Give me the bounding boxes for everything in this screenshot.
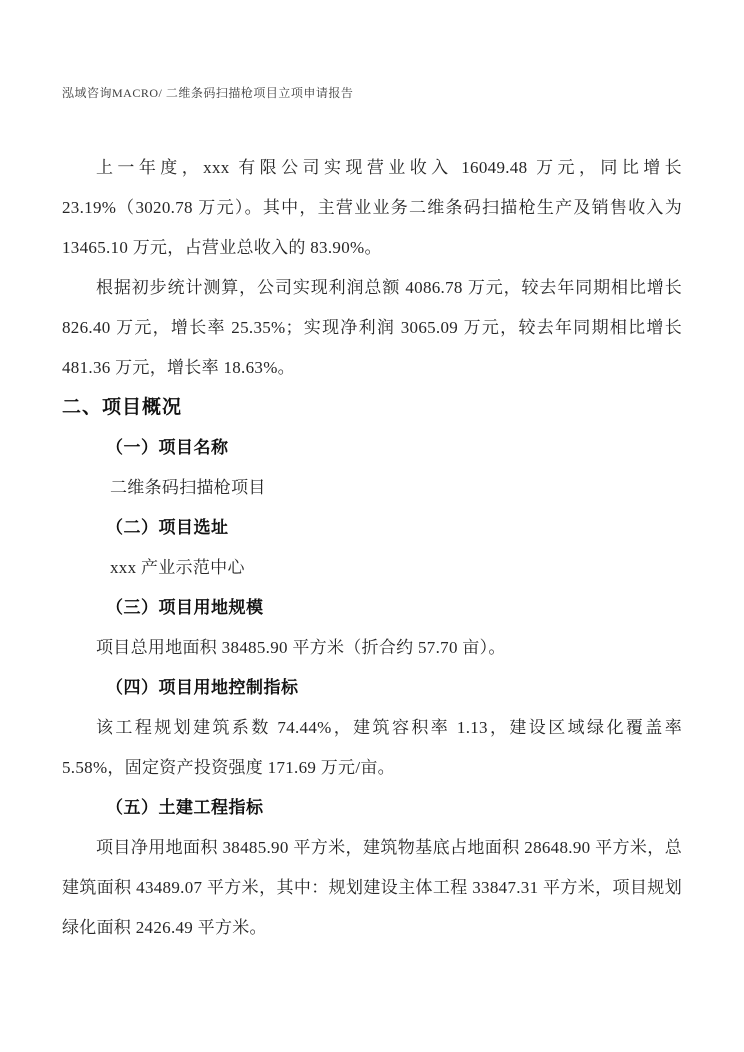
body-paragraph-civil-engineering-values: 项目净用地面积 38485.90 平方米，建筑物基底占地面积 28648.90 平方米，总建筑面积 43489.07 平方米，其中：规划建设主体工程 33847.31 平方米，项目规划绿化面积 2426.49 平方米。 — [62, 838, 682, 937]
document-body — [62, 148, 682, 948]
subsection-heading-project-name: （一）项目名称 — [106, 438, 229, 457]
subsection-heading-land-control-indicators: （四）项目用地控制指标 — [106, 678, 299, 697]
body-paragraph-profit: 根据初步统计测算，公司实现利润总额 4086.78 万元，较去年同期相比增长 826.40 万元，增长率 25.35%；实现净利润 3065.09 万元，较去年同期相比增长 481.36 万元，增长率 18.63%。 — [62, 278, 682, 377]
body-paragraph-land-control-values: 该工程规划建筑系数 74.44%，建筑容积率 1.13，建设区域绿化覆盖率 5.58%，固定资产投资强度 171.69 万元/亩。 — [62, 718, 682, 777]
subsection-heading-civil-engineering-indicators: （五）土建工程指标 — [106, 798, 264, 817]
section-heading-project-overview: 二、项目概况 — [62, 397, 183, 418]
body-paragraph-revenue: 上一年度，xxx 有限公司实现营业收入 16049.48 万元，同比增长 23.19%（3020.78 万元）。其中，主营业业务二维条码扫描枪生产及销售收入为 13465.10 万元，占营业总收入的 83.90%。 — [62, 158, 682, 257]
page-header-title: 泓域咨询MACRO/ 二维条码扫描枪项目立项申请报告 — [62, 86, 354, 100]
subsection-heading-project-location: （二）项目选址 — [106, 518, 229, 537]
item-line-project-location-value: xxx 产业示范中心 — [110, 558, 245, 577]
item-line-project-name-value: 二维条码扫描枪项目 — [110, 478, 266, 497]
body-paragraph-land-area: 项目总用地面积 38485.90 平方米（折合约 57.70 亩）。 — [96, 638, 506, 657]
subsection-heading-land-scale: （三）项目用地规模 — [106, 598, 264, 617]
